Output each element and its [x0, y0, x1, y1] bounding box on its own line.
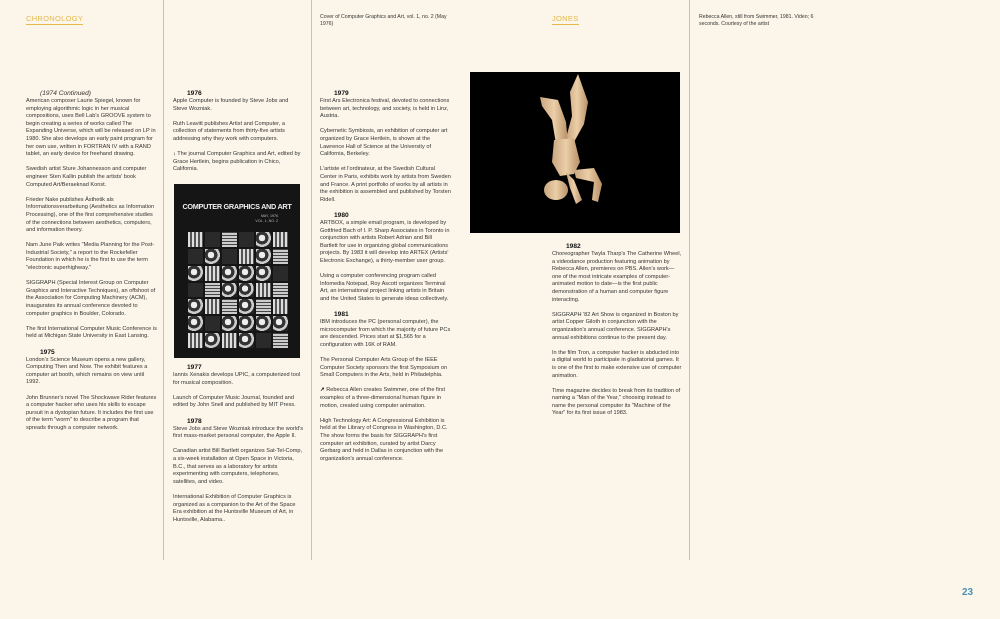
entry: Time magazine decides to break from its tradition of naming a "Man of the Year," choosing instead to name the personal computer its "Machine of the Year" for its first issue of 1983.	[552, 387, 681, 417]
entry: Canadian artist Bill Bartlett organizes Sat-Tel-Comp, a six-week installation at Open Space in Victoria, B.C., that serves as a laboratory for artists experimenting with computers, telephones, satellites, and video.	[173, 448, 303, 485]
entry: High Technology Art: A Congressional Exhibition is held at the Library of Congress in Washington, D.C. The show forms the basis for SIGGRAPH's first computer art exhibition, curated by artist Darcy Gerbarg and held in Dallas in conjunction with the organization's annual conference.	[320, 417, 448, 462]
arrow-down-icon: ↓	[173, 151, 176, 158]
entry: Ruth Leavitt publishes Artist and Computer, a collection of statements from thirty-five artists addressing why they work with computers.	[173, 120, 285, 142]
entry: International Exhibition of Computer Graphics is organized as a companion to the Art of the Space Era exhibition at the Huntsville Museum of Art, in Huntsville, Alabama..	[173, 493, 296, 523]
entry: The Personal Computer Arts Group of the IEEE Computer Society sponsors the first Symposium on Small Computers in the Arts, held in Philadelphia.	[320, 357, 448, 379]
figure-illustration	[470, 72, 680, 233]
entry: American composer Laurie Spiegel, known for employing algorithmic logic in her musical compositions, uses Bell Lab's GROOVE system to begin creating a series of works called The Expanding Universe, which will be released on LP in 1980. She also develops an early paint program for her own use, written in FORTRAN IV with a RAND tablet, an early device for freehand drawing.	[26, 98, 156, 158]
entry: Apple Computer is founded by Steve Jobs and Steve Wozniak.	[173, 98, 289, 112]
chronology-column-2-lower	[173, 364, 304, 532]
cover-caption: Cover of Computer Graphics and Art, vol. 1, no. 2 (May 1976)	[320, 14, 447, 27]
entry: SIGGRAPH (Special Interest Group on Computer Graphics and Interactive Techniques), an offshoot of the Association for Computing Machinery (ACM), inaugurates its annual conference devoted to computer graphics in Boulder, Colorado.	[26, 280, 156, 317]
entry: The first International Computer Music Conference is held at Michigan State University in East Lansing.	[26, 325, 157, 340]
entry: ↗ Rebecca Allen creates Swimmer, one of the first examples of a three-dimensional human figure in motion, created using computer animation.	[320, 387, 446, 409]
entry: Iannis Xenakis develops UPIC, a computerized tool for musical composition.	[173, 372, 301, 386]
year-heading: 1977	[187, 364, 202, 371]
entry: ARTBOX, a simple email program, is developed by Gottfried Bach of I. P. Sharp Associates in Toronto in conjunction with artists Robert Adrian and Bill Bartlett for use in organizing global communications projects. By 1983 it will develop into ARTEX (Artists' Electronic Exchange), a thirty-member user group.	[320, 219, 450, 264]
year-heading: 1981	[334, 311, 349, 319]
chronology-column-4	[552, 243, 683, 426]
swimmer-still-image	[470, 72, 680, 233]
arrow-up-right-icon: ↗	[320, 387, 325, 394]
entry: London's Science Museum opens a new gallery, Computing Then and Now. The exhibit features a computer art booth, which remains on view until 1992.	[26, 356, 148, 386]
year-heading: 1975	[40, 348, 55, 356]
entry: First Ars Electronica festival, devoted to connections between art, technology, and society, is held in Linz, Austria.	[320, 98, 450, 120]
year-heading: 1982	[566, 243, 581, 250]
year-heading: 1976	[187, 90, 202, 97]
cover-title: COMPUTER GRAPHICS AND ART	[182, 202, 292, 211]
continued-label: (1974 Continued)	[40, 90, 91, 97]
still-caption: Rebecca Allen, still from Swimmer, 1981. Video; 6 seconds. Courtesy of the artist	[699, 14, 814, 27]
section-header-chronology: CHRONOLOGY	[26, 14, 84, 23]
entry: Cybernetic Symbiosis, an exhibition of computer art organized by Grace Hertlein, is shown at the Lawrence Hall of Science at the University of California, Berkeley.	[320, 128, 448, 158]
entry: Steve Jobs and Steve Wozniak introduce the world's first mass-market personal computer, the Apple II.	[173, 425, 304, 440]
chronology-column-3	[320, 90, 451, 471]
chronology-column-1	[26, 90, 157, 440]
year-heading: 1978	[187, 417, 202, 425]
cover-issue: MAY, 1976 VOL. 1, NO. 2	[255, 214, 278, 223]
column-rule	[311, 0, 312, 560]
entry: L'artiste et l'ordinateur, at the Swedish Cultural Center in Paris, exhibits work by artists from Sweden and France. A print portfolio of works by all artists in the exhibition is assembled and published by Torsten Ridell.	[320, 166, 451, 203]
entry: SIGGRAPH '82 Art Show is organized in Boston by artist Copper Giloth in conjunction with the organization's annual conference. SIGGRAPH's annual exhibitions continue to the present day.	[552, 311, 679, 341]
entry: Frieder Nake publishes Ästhetik als Informationsverarbeitung (Aesthetics as Information Processing), one of the first comprehensive studies of the connections between aesthetics, computers, and information theory.	[26, 196, 155, 234]
journal-cover-image	[174, 184, 300, 358]
cover-pattern-grid	[188, 232, 288, 348]
column-rule	[163, 0, 164, 560]
section-header-jones: JONES	[552, 14, 579, 23]
entry: Launch of Computer Music Journal, founded and edited by John Snell and published by MIT Press.	[173, 394, 296, 409]
entry: ↓ The journal Computer Graphics and Art, edited by Grace Hertlein, begins publication in Chico, California.	[173, 151, 301, 173]
entry: In the film Tron, a computer hacker is abducted into a digital world to participate in gladiatorial games. It is one of the first to make extensive use of computer animation.	[552, 349, 682, 379]
entry: Nam June Paik writes "Media Planning for the Post-Industrial Society," a report to the Rockefeller Foundation in which he is the first to use the term "electronic superhighway."	[26, 242, 155, 272]
entry: Choreographer Twyla Tharp's The Catherine Wheel, a videodance production featuring animation by Rebecca Allen, premieres on PBS. Allen's work—one of the most intricate examples of computer-animated motion to date—is the first public demonstration of a human and computer figure interacting.	[552, 251, 682, 303]
year-heading: 1979	[334, 90, 349, 97]
entry: John Brunner's novel The Shockwave Rider features a computer hacker who uses his skills to escape pursuit in a dystopian future. It includes the first use of the term "worm" to describe a program that spreads through a computer network.	[26, 394, 157, 431]
column-rule	[689, 0, 690, 560]
entry: Swedish artist Sture Johannesson and computer engineer Sten Kallin publish the artists' book Computed Art/Beraeknad Konst.	[26, 166, 147, 188]
chronology-column-2	[173, 90, 304, 182]
year-heading: 1980	[334, 211, 349, 219]
entry: Using a computer conferencing program called Infomedia Notepad, Roy Ascott organizes Terminal Art, an international project linking artists in Britain and the United States to generate ideas collectively.	[320, 273, 449, 302]
page-number: 23	[962, 587, 974, 598]
entry: IBM introduces the PC (personal computer), the microcomputer from which the majority of future PCs are descended. Prices start at $1,565 for a configuration with 16K of RAM.	[320, 319, 451, 348]
